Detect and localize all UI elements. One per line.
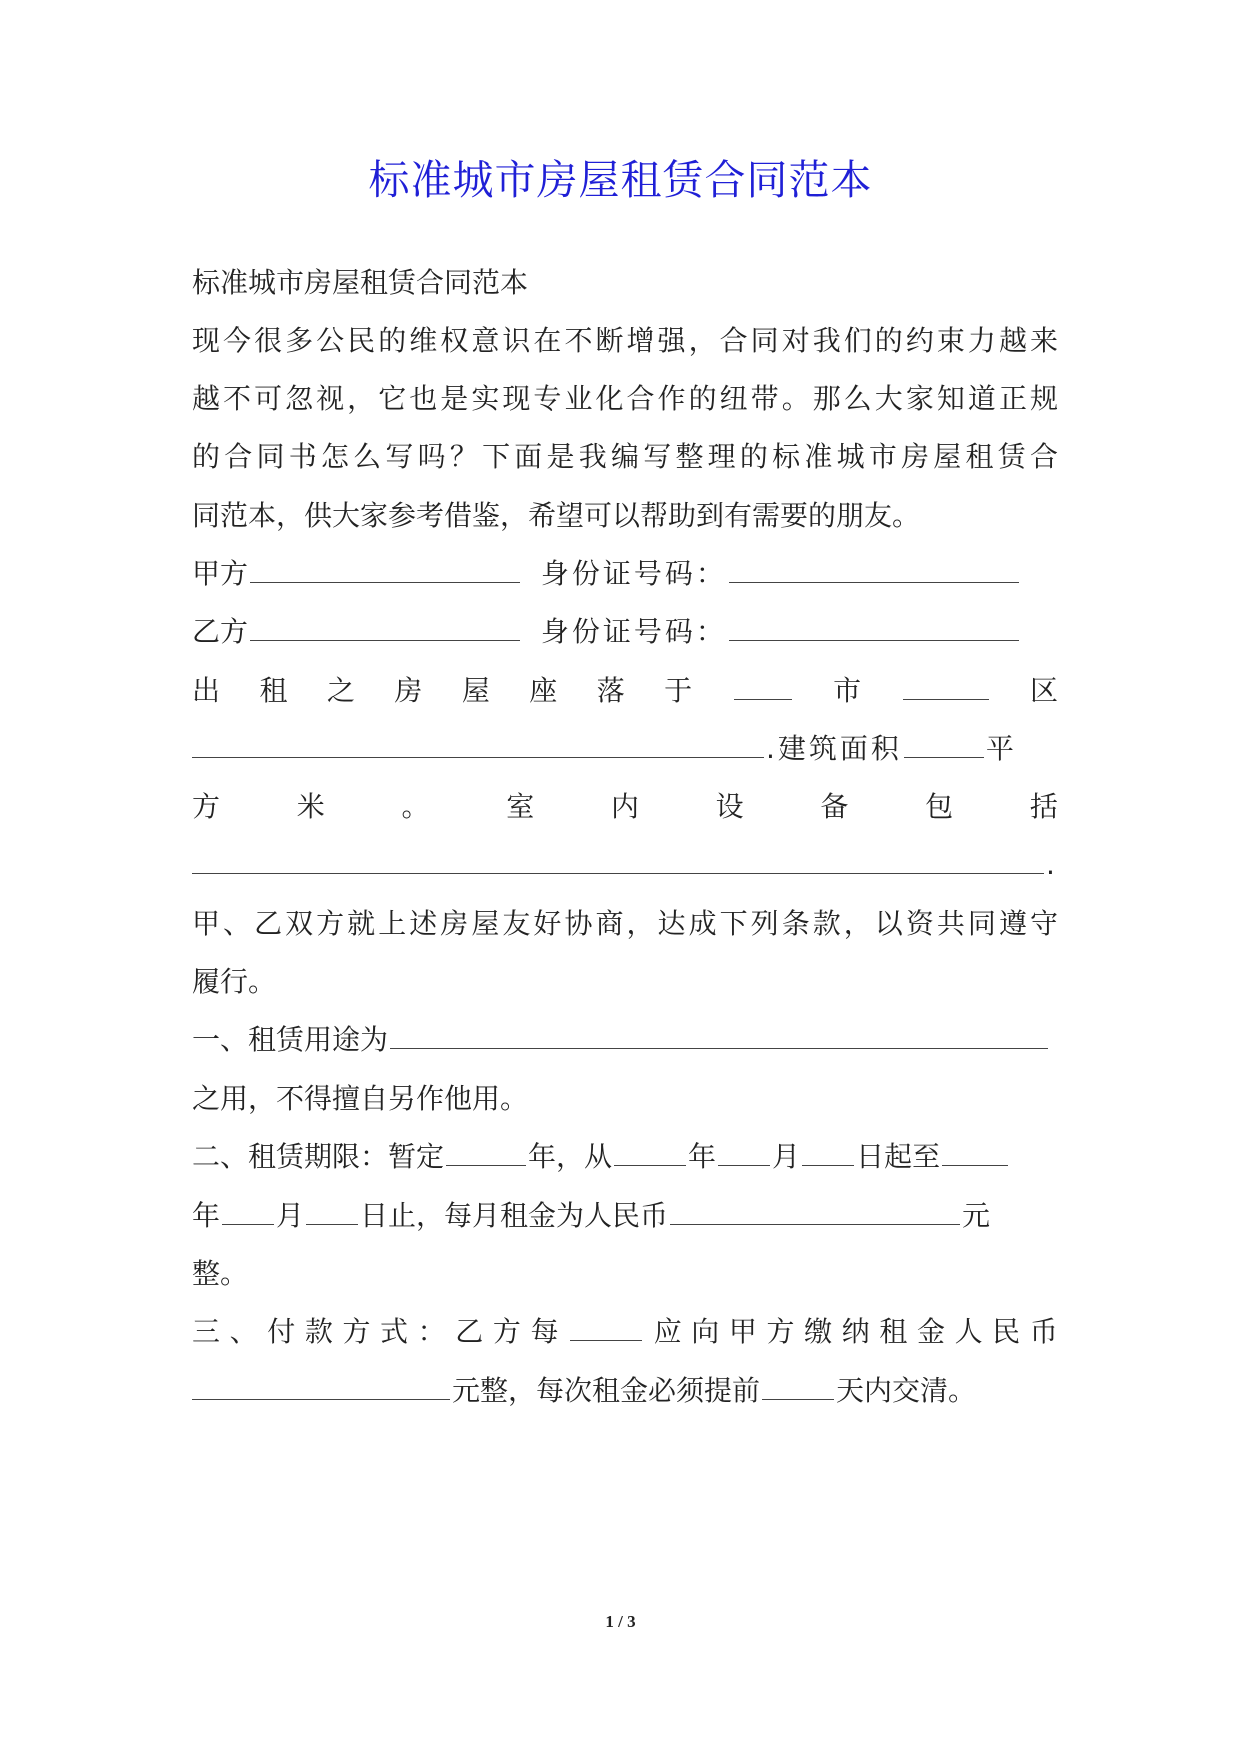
payment-days-blank [762, 1373, 834, 1400]
area-unit: 平 [985, 732, 1014, 765]
equipment-row [192, 777, 1058, 837]
end-day-blank [306, 1198, 358, 1225]
clause-2-label: 二、租赁期限：暂定 [192, 1140, 445, 1173]
intro-line-1: 现今很多公民的维权意识在不断增强，合同对我们的约束力越来 [192, 324, 1058, 357]
end-month-blank [222, 1198, 274, 1225]
intro-line-4: 同范本，供大家参考借鉴，希望可以帮助到有需要的朋友。 [192, 499, 921, 532]
party-b-blank [250, 614, 520, 641]
clause-3-char: 方 [492, 1315, 521, 1348]
equipment-word: 方 [192, 790, 221, 823]
district-blank [903, 673, 989, 700]
party-a-label: 甲方 [192, 557, 249, 590]
clause-3-char: 每 [530, 1315, 559, 1348]
clause-2-end: 整。 [192, 1257, 249, 1290]
start-month-blank [718, 1139, 770, 1166]
clause-2-end-month: 月 [276, 1199, 305, 1232]
equipment-word: 备 [820, 790, 849, 823]
party-a-row [192, 544, 1058, 604]
clause-1-blank [390, 1022, 1048, 1049]
clause-3-char: 租 [879, 1315, 908, 1348]
clause-3-char: 向 [691, 1315, 720, 1348]
area-blank [904, 731, 984, 758]
location-word: 房 [394, 674, 423, 707]
clause-3-yuan-whole: 元整，每次租金必须提前 [452, 1374, 761, 1407]
location-word: 座 [529, 674, 558, 707]
payment-amount-blank [192, 1373, 450, 1400]
party-a-id-label: 身份证号码： [540, 557, 727, 590]
equipment-word: 包 [925, 790, 954, 823]
term-years-blank [446, 1139, 526, 1166]
equipment-blank-row [192, 835, 1058, 895]
clause-3-char: 三 [192, 1315, 221, 1348]
area-row [192, 719, 1058, 779]
clause-2-row-1 [192, 1127, 1058, 1187]
clause-2-year: 年 [688, 1140, 717, 1173]
equipment-word: 设 [715, 790, 744, 823]
clause-3-char: ： [417, 1315, 446, 1348]
clause-3-row-2 [192, 1361, 1058, 1421]
clause-3-char: 款 [304, 1315, 333, 1348]
document-title: 标准城市房屋租赁合同范本 [368, 156, 873, 204]
district-label: 区 [1029, 674, 1058, 707]
clause-3-char: 缴 [804, 1315, 833, 1348]
location-word: 出 [192, 674, 221, 707]
intro-line-2: 越不可忽视，它也是实现专业化合作的纽带。那么大家知道正规 [192, 382, 1058, 415]
equipment-blank [192, 847, 1044, 874]
equipment-word: 室 [506, 790, 535, 823]
agreement-line-2: 履行。 [192, 965, 277, 998]
clause-3-char: 民 [992, 1315, 1021, 1348]
clause-3-days: 天内交清。 [836, 1374, 977, 1407]
clause-1-row [192, 1010, 1058, 1070]
clause-3-char: 应 [653, 1315, 682, 1348]
clause-3-char: 甲 [728, 1315, 757, 1348]
address-blank [192, 731, 764, 758]
party-b-label: 乙方 [192, 615, 249, 648]
equipment-word: 内 [610, 790, 639, 823]
payment-period-blank [570, 1314, 642, 1341]
party-a-blank [250, 556, 520, 583]
location-word: 于 [664, 674, 693, 707]
equipment-period: . [1046, 848, 1055, 881]
clause-3-char: 式 [380, 1315, 409, 1348]
clause-3-char: 纳 [841, 1315, 870, 1348]
location-word: 之 [326, 674, 355, 707]
clause-2-month: 月 [772, 1140, 801, 1173]
agreement-line-1: 甲、乙双方就上述房屋友好协商，达成下列条款，以资共同遵守 [192, 907, 1058, 940]
end-year-blank [942, 1139, 1008, 1166]
area-label: .建筑面积 [766, 732, 902, 765]
clause-2-day-from: 日起至 [856, 1140, 941, 1173]
intro-line-3: 的合同书怎么写吗？下面是我编写整理的标准城市房屋租赁合 [192, 440, 1058, 473]
document-subtitle: 标准城市房屋租赁合同范本 [192, 266, 529, 299]
clause-2-yuan: 元 [962, 1199, 991, 1232]
clause-2-day-to: 日止，每月租金为人民币 [360, 1199, 669, 1232]
clause-3-char: 方 [342, 1315, 371, 1348]
clause-2-row-2 [192, 1186, 1058, 1246]
clause-3-row-1 [192, 1302, 1058, 1362]
clause-3-char: 币 [1029, 1315, 1058, 1348]
city-label: 市 [833, 674, 862, 707]
clause-3-char: 、 [229, 1315, 258, 1348]
equipment-word: 括 [1029, 790, 1058, 823]
clause-3-char: 付 [267, 1315, 296, 1348]
clause-3-char: 乙 [455, 1315, 484, 1348]
equipment-word: 。 [401, 790, 430, 823]
start-year-blank [614, 1139, 686, 1166]
location-word: 租 [259, 674, 288, 707]
party-b-row [192, 602, 1058, 662]
page-number: 1 / 3 [605, 1612, 636, 1631]
party-b-id-label: 身份证号码： [540, 615, 727, 648]
location-row [192, 661, 1058, 721]
party-a-id-blank [729, 556, 1019, 583]
clause-1-tail: 之用，不得擅自另作他用。 [192, 1082, 529, 1115]
party-b-id-blank [729, 614, 1019, 641]
location-word: 屋 [461, 674, 490, 707]
start-day-blank [802, 1139, 854, 1166]
location-word: 落 [596, 674, 625, 707]
equipment-word: 米 [296, 790, 325, 823]
clause-3-char: 方 [766, 1315, 795, 1348]
clause-3-char: 人 [954, 1315, 983, 1348]
clause-1-label: 一、租赁用途为 [192, 1023, 389, 1056]
clause-2-from: 年，从 [528, 1140, 613, 1173]
clause-2-end-year: 年 [192, 1199, 221, 1232]
rent-amount-blank [670, 1198, 960, 1225]
city-blank [734, 673, 792, 700]
clause-3-char: 金 [916, 1315, 945, 1348]
